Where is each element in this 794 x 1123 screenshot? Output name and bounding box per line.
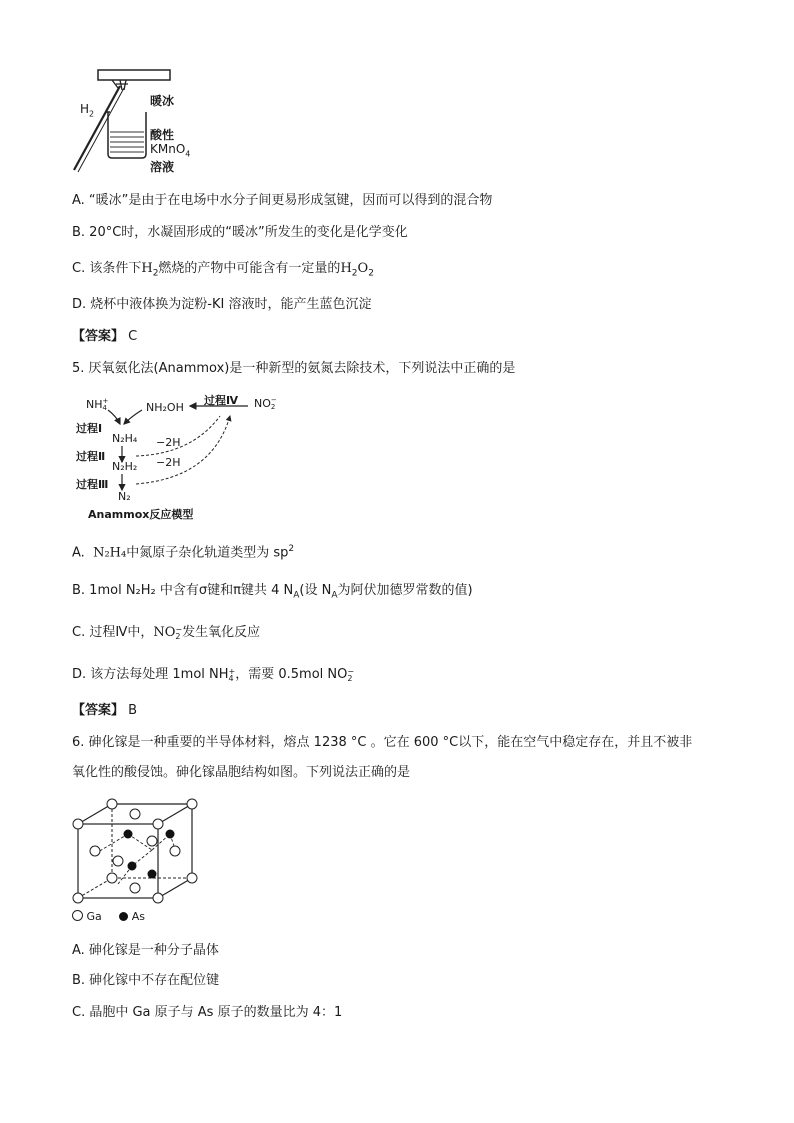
q4-answer: 【答案】 C — [72, 329, 138, 344]
nh2oh-label: NH₂OH — [146, 401, 184, 414]
q4-option-b: B. 20°C时，水凝固形成的“暖冰”所发生的变化是化学变化 — [72, 225, 408, 240]
no2-label: NO− 2 — [254, 396, 277, 411]
n2-label: N₂ — [118, 490, 131, 503]
n2h2-label: N₂H₂ — [112, 460, 138, 473]
q6-stem-line-1: 6. 砷化镓是一种重要的半导体材料，熔点 1238 °C 。它在 600 °C以下，能在空气中稳定存在，并且不被非 — [72, 735, 693, 750]
ga-legend-label: Ga — [86, 910, 102, 923]
anammox-caption: Anammox反应模型 — [88, 508, 194, 521]
q5-option-b: B. 1mol N₂H₂ 中含有σ键和π键共 4 $N_A$(设 $N_A$为阿伏加德罗常数的值) — [72, 583, 473, 601]
q6-option-b: B. 砷化镓中不存在配位键 — [72, 973, 220, 988]
process-3-label: 过程Ⅲ — [76, 478, 109, 491]
ga-legend-marker — [72, 910, 83, 921]
gaas-legend — [72, 910, 145, 923]
acidic-label: 酸性 — [150, 128, 175, 142]
q5-stem: 5. 厌氧氨化法(Anammox)是一种新型的氨氮去除技术，下列说法中正确的是 — [72, 361, 516, 376]
gaas-unit-cell-figure — [68, 796, 208, 908]
q6-option-c: C. 晶胞中 Ga 原子与 As 原子的数量比为 4：1 — [72, 1005, 343, 1020]
q4-option-a: A. “暖冰”是由于在电场中水分子间更易形成氢键，因而可以得到的混合物 — [72, 193, 493, 208]
n2h4-label: N₂H₄ — [112, 432, 138, 445]
process-1-label: 过程Ⅰ — [76, 422, 103, 435]
q5-option-a: A. N₂H₄中氮原子杂化轨道类型为 $sp^2$ — [72, 544, 295, 561]
q6-option-a: A. 砷化镓是一种分子晶体 — [72, 943, 219, 958]
q4-option-d: D. 烧杯中液体换为淀粉-KI 溶液时，能产生蓝色沉淀 — [72, 297, 372, 312]
solution-label: 溶液 — [150, 160, 175, 174]
nh4-label: NH+ 4 — [86, 397, 109, 412]
kmno4-label: KMnO$_4$ — [150, 142, 191, 159]
q4-option-c: C. 该条件下$H_2$燃烧的产物中可能含有一定量的$H_2O_2$ — [72, 261, 374, 279]
as-legend-label: As — [131, 910, 146, 923]
minus-2h-label-1: −2H — [156, 436, 181, 449]
q5-answer: 【答案】 B — [72, 703, 138, 718]
warm-ice-label: 暖冰 — [150, 94, 175, 108]
process-4-label: 过程Ⅳ — [204, 394, 239, 407]
h2-label: $H_2$ — [80, 102, 95, 119]
q5-option-d: D. 该方法每处理 1mol NH+ 4 ，需要 0.5mol NO− 2 — [72, 666, 355, 683]
q5-option-c: C. 过程Ⅳ中，NO− 2 发生氧化反应 — [72, 624, 261, 641]
minus-2h-label-2: −2H — [156, 456, 181, 469]
process-2-label: 过程Ⅱ — [76, 450, 106, 463]
as-legend-marker — [119, 912, 128, 921]
q6-stem-line-2: 氧化性的酸侵蚀。砷化镓晶胞结构如图。下列说法正确的是 — [72, 765, 411, 780]
